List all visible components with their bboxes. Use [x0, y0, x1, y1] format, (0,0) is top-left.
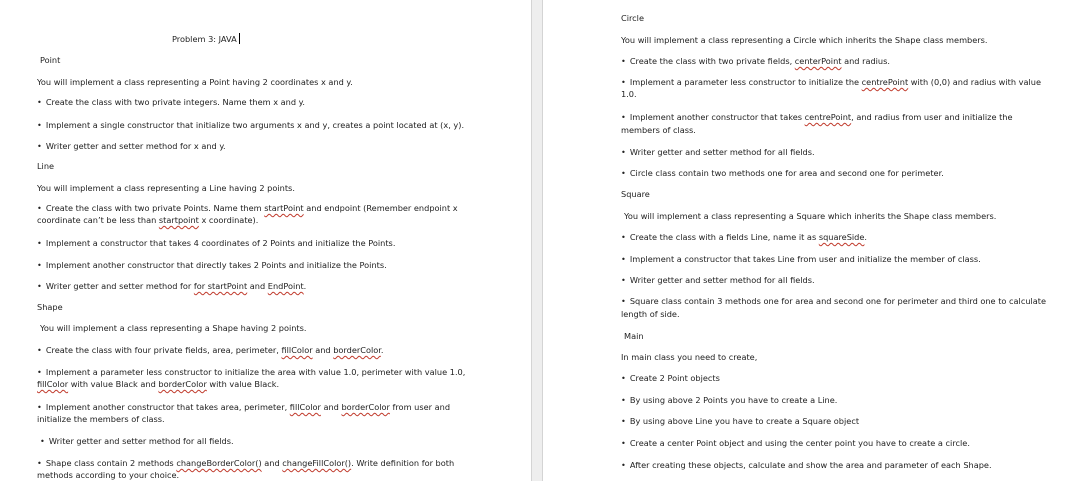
shape-bullet-5-cont: methods according to your choice. [37, 470, 180, 480]
line-intro: You will implement a class representing a Line having 2 points. [37, 183, 295, 193]
spellcheck-word: startPoint [264, 203, 304, 213]
text-run: x coordinate). [198, 215, 259, 225]
spellcheck-word: fillColor [281, 345, 313, 355]
shape-bullet-2: • Implement a parameter less constructor to initialize the area with value 1.0, perimeter with value 1.0, [37, 367, 465, 378]
spellcheck-word: for startPoint [193, 281, 248, 291]
text-run: Create the class with two private fields, [629, 56, 795, 66]
square-bullet-2: • Implement a constructor that takes Line from user and initialize the member of class. [621, 254, 981, 265]
text-run: and [320, 402, 342, 412]
spellcheck-word: EndPoint [267, 281, 304, 291]
main-bullet-3: • By using above Line you have to create a Square object [621, 416, 859, 427]
text-run: Create the class with four private fields, area, perimeter, [45, 345, 282, 355]
spellcheck-word: borderColor [341, 402, 390, 412]
main-bullet-1: • Create 2 Point objects [621, 373, 720, 384]
line-bullet-3: • Implement another constructor that directly takes 2 Points and initialize the Points. [37, 260, 387, 271]
text-run: and radius. [841, 56, 890, 66]
square-bullet-3: • Writer getter and setter method for all fields. [621, 275, 815, 286]
line-bullet-1-cont [37, 215, 258, 226]
heading-square: Square [621, 189, 650, 199]
text-run: . [864, 232, 868, 242]
heading-shape: Shape [37, 302, 63, 312]
circle-bullet-4: • Writer getter and setter method for all fields. [621, 147, 815, 158]
main-bullet-4: • Create a center Point object and using the center point you have to create a circle. [621, 438, 970, 449]
main-bullet-5: • After creating these objects, calculate and show the area and parameter of each Shape. [621, 460, 992, 471]
heading-point: Point [40, 55, 61, 65]
document-page-left [0, 0, 532, 481]
heading-line: Line [37, 161, 55, 171]
text-run: and [247, 281, 268, 291]
shape-bullet-3-cont: initialize the members of class. [37, 414, 165, 424]
text-run: Create the class with two private Points. Name them [45, 203, 265, 213]
spellcheck-word: borderColor [333, 345, 381, 355]
text-run: and [261, 458, 283, 468]
document-title [172, 33, 240, 45]
circle-intro: You will implement a class representing a Circle which inherits the Shape class members. [621, 35, 988, 45]
spellcheck-word: changeFillColor() [282, 458, 352, 468]
shape-bullet-4: • Writer getter and setter method for all fields. [40, 436, 234, 447]
circle-bullet-1 [621, 56, 890, 67]
text-run: and endpoint (Remember endpoint x [303, 203, 458, 213]
point-bullet-3: • Writer getter and setter method for x and y. [37, 141, 226, 152]
heading-circle: Circle [621, 13, 644, 23]
point-bullet-1: • Create the class with two private integers. Name them x and y. [37, 97, 305, 108]
circle-bullet-3 [621, 112, 1013, 123]
text-run: with value Black and [68, 379, 159, 389]
shape-bullet-2-cont [37, 379, 279, 390]
text-run: Writer getter and setter method for [45, 281, 194, 291]
text-run: . [380, 345, 384, 355]
line-bullet-4 [37, 281, 306, 292]
text-run: Create the class with a fields Line, name it as [629, 232, 819, 242]
text-run: Implement another constructor that takes [629, 112, 805, 122]
text-run: . Write definition for both [351, 458, 455, 468]
square-bullet-1 [621, 232, 867, 243]
text-run: with value Black. [206, 379, 280, 389]
square-bullet-4-cont: length of side. [621, 309, 680, 319]
point-bullet-2: • Implement a single constructor that initialize two arguments x and y, creates a point located at (x, y). [37, 120, 464, 131]
circle-bullet-2 [621, 77, 1041, 88]
text-run: from user and [389, 402, 451, 412]
main-bullet-2: • By using above 2 Points you have to create a Line. [621, 395, 837, 406]
text-run: and [312, 345, 334, 355]
heading-main: Main [624, 331, 644, 341]
text-run: , and radius from user and initialize the [851, 112, 1013, 122]
line-bullet-2: • Implement a constructor that takes 4 coordinates of 2 Points and initialize the Points. [37, 238, 395, 249]
square-bullet-4: • Square class contain 3 methods one for area and second one for perimeter and third one to calculate [621, 296, 1046, 307]
spellcheck-word: borderColor [158, 379, 207, 389]
text-run: Shape class contain 2 methods [45, 458, 177, 468]
spellcheck-word: squareSide [818, 232, 865, 242]
text-run: Implement a parameter less constructor to initialize the [629, 77, 862, 87]
text-run: coordinate can’t be less than [37, 215, 159, 225]
square-intro: You will implement a class representing a Square which inherits the Shape class members. [624, 211, 997, 221]
spellcheck-word: centerPoint [794, 56, 842, 66]
text-run: Implement another constructor that takes area, perimeter, [45, 402, 290, 412]
circle-bullet-2-cont: 1.0. [621, 89, 637, 99]
shape-bullet-5 [37, 458, 454, 469]
line-bullet-1 [37, 203, 458, 214]
shape-bullet-3 [37, 402, 450, 413]
text-cursor [239, 33, 240, 44]
spellcheck-word: changeBorderColor() [176, 458, 262, 468]
text-run: . [303, 281, 307, 291]
spellcheck-word: centrePoint [804, 112, 852, 122]
document-title-text: Problem 3: JAVA [172, 34, 237, 44]
main-intro: In main class you need to create, [621, 352, 758, 362]
circle-bullet-3-cont: members of class. [621, 125, 696, 135]
spellcheck-word: centrePoint [861, 77, 909, 87]
spellcheck-word: fillColor [289, 402, 321, 412]
spellcheck-word: startpoint [158, 215, 199, 225]
shape-bullet-1 [37, 345, 383, 356]
document-page-right [542, 0, 1076, 481]
circle-bullet-5: • Circle class contain two methods one for area and second one for perimeter. [621, 168, 944, 179]
shape-intro: You will implement a class representing a Shape having 2 points. [40, 323, 307, 333]
point-intro: You will implement a class representing a Point having 2 coordinates x and y. [37, 77, 353, 87]
spellcheck-word: fillColor [37, 379, 69, 389]
text-run: with (0,0) and radius with value [908, 77, 1042, 87]
